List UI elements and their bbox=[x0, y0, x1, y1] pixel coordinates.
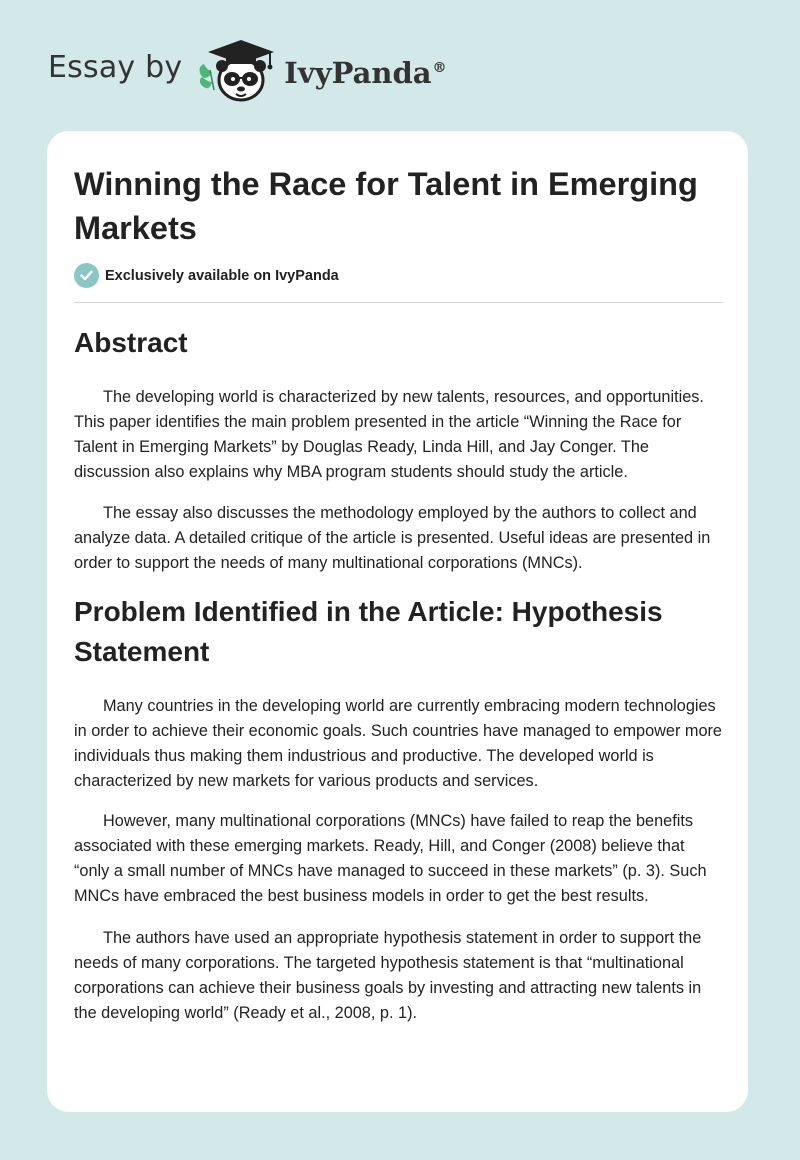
essay-card bbox=[47, 131, 748, 1112]
paragraph: However, many multinational corporations (MNCs) have failed to reap the benefits associated with these emerging markets. Ready, Hill, and Conger (2008) believe that “only a small number of MNCs have managed to succeed in these markets” (p. 3). Such MNCs have embraced the best business models in order to get the best results. bbox=[74, 812, 707, 905]
brand-name bbox=[284, 56, 446, 90]
paragraph: The developing world is characterized by new talents, resources, and opportunities. This paper identifies the main problem presented in the article “Winning the Race for Talent in Emerging Markets” by Douglas Ready, Linda Hill, and Jay Conger. The discussion also explains why MBA program students should study the article. bbox=[74, 388, 704, 481]
registered-mark: ® bbox=[432, 60, 447, 77]
panda-logo-icon bbox=[196, 34, 280, 108]
checkmark-icon bbox=[74, 263, 99, 288]
brand-prefix: Essay by bbox=[48, 49, 183, 85]
title-divider bbox=[74, 302, 724, 303]
paragraph: The authors have used an appropriate hypothesis statement in order to support the needs of many corporations. The targeted hypothesis statement is that “multinational corporations can achieve their business goals by investing and attracting new talents in the developing world” (Ready et al., 2008, p. 1). bbox=[74, 929, 702, 1022]
brand-name-text: IvyPanda bbox=[284, 56, 432, 90]
essay-title: Winning the Race for Talent in Emerging Markets bbox=[74, 166, 698, 246]
paragraph: The essay also discusses the methodology employed by the authors to collect and analyze data. A detailed critique of the article is presented. Useful ideas are presented in order to support the needs of many multinational corporations (MNCs). bbox=[74, 504, 711, 572]
exclusive-badge-label: Exclusively available on IvyPanda bbox=[105, 267, 339, 284]
paragraph: Many countries in the developing world are currently embracing modern technologies in order to achieve their economic goals. Such countries have managed to empower more individuals thus making them industrious and productive. The developed world is characterized by new markets for various products and services. bbox=[74, 697, 722, 790]
section-heading-problem: Problem Identified in the Article: Hypothesis Statement bbox=[74, 596, 663, 667]
exclusive-badge bbox=[74, 263, 339, 288]
site-brand[interactable] bbox=[48, 34, 447, 108]
section-heading-abstract: Abstract bbox=[74, 327, 188, 358]
